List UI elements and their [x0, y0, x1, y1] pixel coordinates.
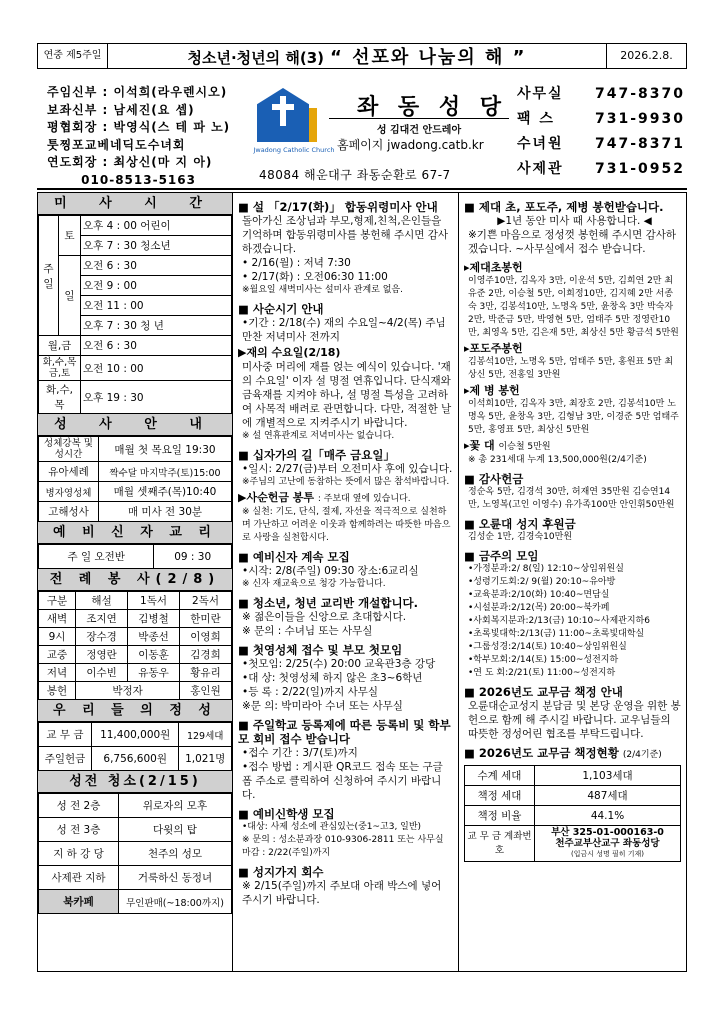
banner-title: 청소년·청년의 해(3) “ 선포와 나눔의 해 ” — [187, 47, 527, 68]
lent-notice: ■ 사순시기 안내 •기간 : 2/18(수) 재의 수요일~4/2(목) 주님만찬 저녁미사 전까지 ▶재의 수요일(2/18) 미사중 머리에 재를 얹는 예식이 있습니다. '재의 수요일' 이자 설 명절 연휴입니다. 단식재와 금육재를 지켜야 하나, 설 명절 특성을 고려하여 사목적 배려로 관면합니다. 다만, 적절한 날에 개별적으로 지켜주시기 바랍니다. ※ 설 연휴관계로 저녁미사는 없습니다. — [238, 302, 453, 443]
catechumen-title: 예 비 신 자 교 리 — [38, 522, 232, 544]
offering-donors: ▸제대초봉헌 이영주10만, 김옥자 3만, 이운석 5만, 김희연 2만 최유준 2만, 이승철 5만, 이희정10만, 김지혜 2만 서종숙 3만, 김봉석10만, 노명옥 5만, 윤창옥 3만 박숙자 2만, 박준금 5만, 박영현 5만, 엄태주 5만 정영란10만, 최영옥 5만, 김은재 5만, 최상신 5만 황금석 5만원 ▸포도주봉헌 김봉석10만, 노명옥 5만, 엄태주 5만, 홍원표 5만 최상신 5만, 전홍일 3만원 ▸제 병 봉헌 이석희10만, 김옥자 3만, 최장호 2만, 김봉석10만 노명옥 5만, 윤창옥 3만, 김형남 3만, 이경준 5만 엄태주 5만, 홍영표 5만, 최상신 5만원 ▸꽃 대 이승철 5만원 ※ 총 231세대 누계 13,500,000원(2/4기준) — [464, 261, 679, 465]
contacts: 사무실 747-8370 팩 스 731-9930 수녀원 747-8371 사제관 731-0952 — [517, 86, 685, 177]
dues-table: 수계 세대 1,103세대 책정 세대 487세대 책정 비율 44.1% 교 무 금 계좌번호 부산 325-01-000163-0 천주교부산교구 좌동성당 (입금시 성명 필히 기재) — [464, 765, 681, 862]
church-name: 좌 동 성 당 — [357, 95, 507, 120]
altar-offering-notice: ■ 제대 초, 포도주, 제병 봉헌받습니다. ▶1년 동안 미사 때 사용합니다. ◀ ※기쁜 마음으로 정성껏 봉헌해 주시면 감사하겠습니다. ~사무실에서 접수 받습니다. — [464, 200, 681, 256]
church-logo-icon: Jwadong Catholic Church — [249, 88, 369, 158]
dues-notice: ■ 2026년도 교무금 책정 안내 오륜대순교성지 분담금 및 본당 운영을 위한 봉헌으로 함께 해 주시길 바랍니다. 교우님들의 따뜻한 정성어린 협조를 부탁드립니다. — [464, 685, 681, 741]
staff-list: 주임신부 : 이석희(라우렌시오) 보좌신부 : 남세진(요 셉) 평협회장 : 박영식(스 테 파 노) 툿찡포교베네딕도수녀회 연도회장 : 최상신(마 지 아) 010-8513-5163 — [47, 85, 231, 187]
cleaning-table: 성 전 2층 위로자의 모후 성 전 3층 다윗의 탑 지 하 강 당 천주의 성모 사제관 지하 거룩하신 동정녀 북카페 무인판매(~18:00까지) — [38, 793, 232, 914]
mass-times-title: 미 사 시 간 — [38, 193, 232, 215]
dues-status: ■ 2026년도 교무금 책정현황 (2/4기준) 수계 세대 1,103세대 책정 세대 487세대 책정 비율 44.1% 교 무 금 계좌번호 부산 325-01-000163-0 천주교부산교구 좌동성당 (입금시 성명 필히 기재) — [464, 746, 681, 862]
cleaning-title: 성전 청소(2/15) — [38, 771, 232, 793]
seminarian-notice: ■ 예비신학생 모집 •대상: 사제 성소에 관심있는(중1~고3, 일반) ※ 문의 : 성소분과장 010-9306-2811 또는 사무실 마감 : 2/22(주일)까지 — [238, 807, 453, 860]
sacraments-table: 성체강복 및 성시간 매월 첫 목요일 19:30 유아세례 짝수달 마지막주(토)15:00 병자영성체 매월 셋째주(목)10:40 고해성사 매 미사 전 30분 — [38, 436, 232, 522]
offering-title: 우 리 들 의 정 성 — [38, 700, 232, 722]
sunday-school-notice: ■ 주일학교 등록제에 따른 등록비 및 학부모 회비 접수 받습니다 •접수 기간 : 3/7(토)까지 •접수 방법 : 게시판 QR코드 접속 또는 구글 폼 주소로 클릭하여 신청하여 주시기 바랍니다. — [238, 718, 453, 802]
offering-table: 교 무 금 11,400,000원 129세대 주일헌금 6,756,600원 1,021명 — [38, 722, 232, 771]
week-label: 연중 제5주일 — [38, 44, 108, 68]
sacraments-title: 성 사 안 내 — [38, 414, 232, 436]
palm-return-notice: ■ 성지가지 회수 ※ 2/15(주일)까지 주보대 아래 박스에 넣어 주시기 바랍니다. — [238, 865, 453, 907]
parish-header — [37, 78, 687, 188]
first-communion-notice: ■ 첫영성체 접수 및 부모 첫모임 •첫모임: 2/25(수) 20:00 교육관3층 강당 •대 상: 첫영성체 하지 않은 초3~6학년 •등 록 : 2/22(일)까지 사무실 ※문 의: 박미라아 수녀 또는 사무실 — [238, 643, 453, 713]
middle-column — [233, 192, 459, 972]
youth-class-notice: ■ 청소년, 청년 교리반 개설합니다. ※ 젊은이들을 신앙으로 초대합시다. ※ 문의 : 수녀님 또는 사무실 — [238, 596, 453, 638]
oryundae-donation: ■ 오륜대 성지 후원금 김성순 1만, 김경숙10만원 — [464, 517, 681, 544]
memorial-mass-notice: ■ 설 「2/17(화)」 합동위령미사 안내 돌아가신 조상님과 부모,형제,친척,은인들을 기억하며 합동위령미사를 봉헌해 주시면 감사하겠습니다. • 2/16(월) : 저녁 7:30 • 2/17(화) : 오전06:30 11:00 ※월요일 새벽미사는 설미사 관계로 없음. — [238, 200, 453, 297]
issue-date: 2026.2.8. — [606, 44, 686, 68]
mass-times-table: 주일 토 오후 4 : 00 어린이 오후 7 : 30 청소년 일 오전 6 : 30 오전 9 : 00 오전 11 : 00 오후 7 : 30 청 년 월,금 오전 6 : 30 화,수,목 금,토 오전 10 : 00 화,수,목 오후 19 : 30 — [38, 215, 232, 414]
catechumen-table: 주 일 오전반 09 : 30 — [38, 544, 232, 569]
top-banner — [37, 43, 687, 69]
address: 48084 해운대구 좌동순환로 67-7 — [259, 168, 451, 182]
weekly-meetings: ■ 금주의 모임 •가정분과:2/ 8(일) 12:10~상임위원실 •성령기도회:2/ 9(월) 20:10~유아방 •교육분과:2/10(화) 10:40~면담실 •시설분과:2/12(목) 20:00~북카페 •사회복지분과:2/13(금) 10:10~사제관지하6 •초록빛대학:2/13(금) 11:00~초록빛대학실 •그룹성경:2/14(토) 10:40~상임위원실 •학부모회:2/14(토) 15:00~성전지하 •연 도 회:2/21(토) 11:00~성전지하 — [464, 549, 681, 680]
servers-table: 구분 해설 1독서 2독서 새벽 조지연 김병철 한미란 9시 장수경 박종선 이영희 교중 정영란 이동훈 김경희 저녁 이수빈 유동우 황유리 봉헌 박정자 홍인원 — [38, 591, 232, 700]
catechumen-notice: ■ 예비신자 계속 모집 •시작: 2/8(주일) 09:30 장소:6교리실 ※ 신자 재교육으로 청강 가능합니다. — [238, 550, 453, 591]
homepage[interactable]: 홈페이지 jwadong.catb.kr — [337, 138, 484, 152]
right-column — [459, 192, 687, 972]
left-column — [37, 192, 233, 972]
thanks-offering: ■ 감사헌금 정순옥 5만, 김경석 30만, 허재연 35만원 김승연14만, 노영복(고인 이영수) 유가족100만 안인휘50만원 — [464, 472, 681, 512]
church-patron: 성 김대건 안드레아 — [329, 118, 509, 136]
servers-title: 전 례 봉 사(2/8) — [38, 569, 232, 591]
way-of-cross-notice: ■ 십자가의 길「매주 금요일」 •일시: 2/27(금)부터 오전미사 후에 있습니다. ※주님의 고난에 동참하는 뜻에서 많은 참석바랍니다. ▶사순헌금 봉투 : 주보대 옆에 있습니다. ※ 실천: 기도, 단식, 절제, 자선을 적극적으로 실천하며 가난하고 어려운 이웃과 함께하려는 따뜻한 마음으로 사랑을 실천합시다. — [238, 448, 453, 545]
